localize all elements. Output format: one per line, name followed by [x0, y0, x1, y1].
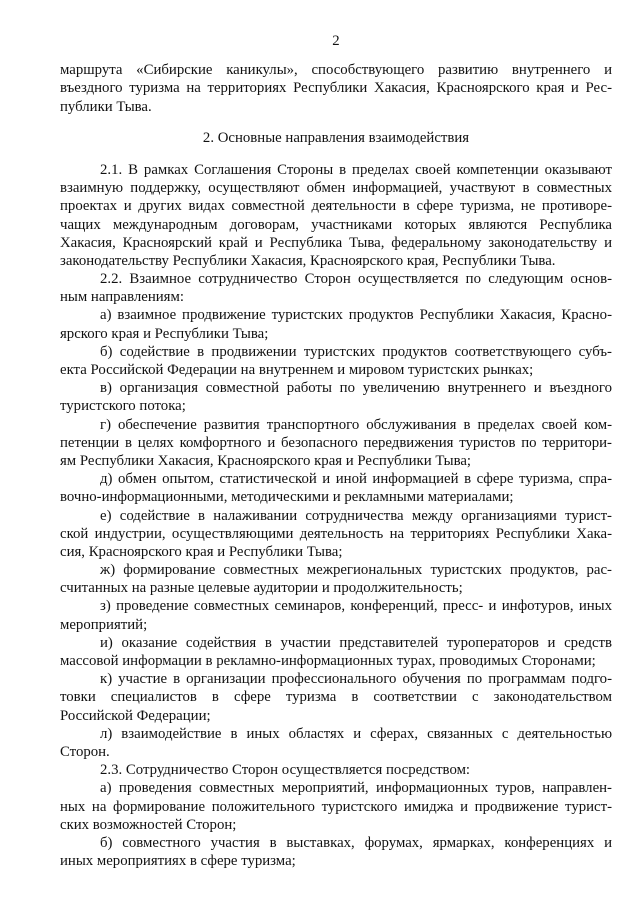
text-line: ям Республики Хакасия, Красноярского края и Республики Тыва; — [60, 452, 472, 469]
text-line: е) содействие в налаживании сотрудничества между организациями турист- — [100, 507, 612, 524]
text-line: туристского потока; — [60, 398, 186, 415]
text-line: ской индустрии, осуществляющими деятельность на территориях Республики Хака- — [60, 525, 612, 542]
text-line: б) совместного участия в выставках, форумах, ярмарках, конференциях и — [100, 834, 612, 851]
text-line: Сторон. — [60, 743, 110, 760]
text-line: маршрута «Сибирские каникулы», способствующего развитию внутреннего и — [60, 62, 612, 79]
text-line: екта Российской Федерации на внутреннем и мировом туристских рынках; — [60, 362, 534, 379]
text-line: и) оказание содействия в участии представителей туроператоров и средств — [100, 634, 612, 651]
text-line: г) обеспечение развития транспортного обслуживания в пределах своей ком- — [100, 416, 612, 433]
text-line: д) обмен опытом, статистической и иной информацией в сфере туризма, спра- — [100, 471, 612, 488]
text-line: Российской Федерации; — [60, 707, 211, 724]
document-page — [60, 32, 612, 870]
text-line: чащих международным договорам, участниками которых являются Республика — [60, 216, 612, 233]
section-body — [60, 161, 612, 870]
text-line: ных на формирование положительного туристского имиджа и продвижение турист- — [60, 798, 612, 815]
text-line: 2.2. Взаимное сотрудничество Сторон осуществляется по следующим основ- — [100, 271, 612, 288]
text-line: ж) формирование совместных межрегиональных туристских продуктов, рас- — [100, 562, 612, 579]
text-line: сия, Красноярского края и Республики Тыва; — [60, 543, 343, 560]
text-line: товки специалистов в сфере туризма в соответствии с законодательством — [60, 689, 612, 706]
text-line: а) проведения совместных мероприятий, информационных туров, направлен- — [100, 780, 612, 797]
text-line: к) участие в организации профессионального обучения по программам подго- — [100, 671, 612, 688]
text-line: проектах и других видах совместной деятельности в сфере туризма, не противоре- — [60, 198, 612, 215]
text-line: ярского края и Республики Тыва; — [60, 325, 269, 342]
text-line: Хакасия, Красноярский край и Республика Тыва, федеральному законодательству и — [60, 234, 612, 251]
text-line: 2.1. В рамках Соглашения Стороны в пределах своей компетенции оказывают — [100, 161, 612, 178]
text-line: л) взаимодействие в иных областях и сферах, связанных с деятельностью — [100, 725, 612, 742]
text-line: законодательству Республики Хакасия, Красноярского края, Республики Тыва. — [60, 252, 556, 269]
text-line: петенции в целях комфортного и безопасного передвижения туристов по территори- — [60, 434, 612, 451]
intro-paragraph — [60, 61, 612, 116]
text-line: ских возможностей Сторон; — [60, 816, 237, 833]
text-line: мероприятий; — [60, 616, 148, 633]
text-line: взаимную поддержку, осуществляют обмен информацией, участвуют в совместных — [60, 180, 612, 197]
text-line: 2.3. Сотрудничество Сторон осуществляется посредством: — [100, 762, 471, 779]
text-line: ным направлениям: — [60, 289, 184, 306]
text-line: публики Тыва. — [60, 98, 152, 115]
text-line: считанных на разные целевые аудитории и продолжительность; — [60, 580, 463, 597]
text-line: а) взаимное продвижение туристских продуктов Республики Хакасия, Красно- — [100, 307, 612, 324]
text-line: массовой информации в рекламно-информационных турах, проводимых Сторонами; — [60, 653, 596, 670]
text-line: з) проведение совместных семинаров, конференций, пресс- и инфотуров, иных — [100, 598, 612, 615]
section-heading: 2. Основные направления взаимодействия — [202, 129, 470, 146]
text-line: въездного туризма на территориях Республики Хакасия, Красноярского края и Рес- — [60, 80, 612, 97]
text-line: б) содействие в продвижении туристских продуктов соответствующего субъ- — [100, 343, 612, 360]
text-line: иных мероприятиях в сфере туризма; — [60, 853, 296, 870]
text-line: вочно-информационными, методическими и рекламными материалами; — [60, 489, 514, 506]
text-line: в) организация совместной работы по увеличению внутреннего и въездного — [100, 380, 612, 397]
page-number: 2 — [332, 33, 340, 49]
